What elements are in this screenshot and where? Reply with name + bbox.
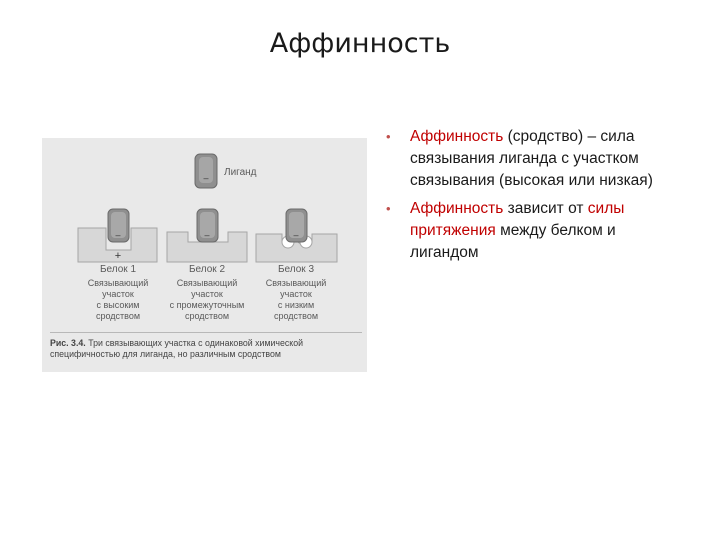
figure-caption xyxy=(50,338,362,360)
protein-2-name: Белок 2 xyxy=(188,264,226,275)
protein-3-group xyxy=(256,209,337,321)
definition-text: (сродство) – сила связывания лиганда с участком связывания (высокая или низкая) xyxy=(410,128,653,189)
term-affinity: Аффинность xyxy=(410,128,504,145)
caption-text: Три связывающих участка с одинаковой химической специфичностью для лиганда, но различным сродством xyxy=(50,338,304,359)
svg-text:–: – xyxy=(293,230,299,240)
svg-text:сродством: сродством xyxy=(184,311,230,321)
svg-text:Связывающий: Связывающий xyxy=(265,278,327,288)
protein-1-name: Белок 1 xyxy=(99,264,137,275)
slide-title: Аффинность xyxy=(269,28,451,59)
protein-1-group xyxy=(78,209,157,321)
protein-1-sign: + xyxy=(114,250,122,262)
bullet-list xyxy=(386,126,686,270)
caption-divider xyxy=(50,332,362,333)
svg-text:–: – xyxy=(204,230,210,240)
protein-2-group xyxy=(167,209,247,321)
bullet-text: зависит от xyxy=(503,200,588,217)
svg-text:–: – xyxy=(115,230,121,240)
bullet-dot-icon: • xyxy=(386,201,391,216)
svg-text:с высоким: с высоким xyxy=(96,300,140,310)
svg-text:с низким: с низким xyxy=(277,300,315,310)
svg-text:с промежуточным: с промежуточным xyxy=(169,300,245,310)
svg-text:–: – xyxy=(203,173,209,183)
svg-text:участок: участок xyxy=(191,289,223,299)
svg-text:Связывающий: Связывающий xyxy=(87,278,149,288)
ligand-label: Лиганд xyxy=(224,167,257,178)
figure-diagram xyxy=(42,138,367,372)
term-attraction-force: силы притяжения xyxy=(410,200,625,239)
caption-number: Рис. 3.4. xyxy=(50,338,86,348)
bullet-dot-icon: • xyxy=(386,129,391,144)
svg-text:сродством: сродством xyxy=(95,311,141,321)
protein-3-name: Белок 3 xyxy=(277,264,315,275)
figure-affinity xyxy=(42,138,367,372)
bullet-text: между белком и лигандом xyxy=(410,222,616,261)
bullet-item xyxy=(386,198,686,264)
bullet-item xyxy=(386,126,686,192)
term-affinity: Аффинность xyxy=(410,200,504,217)
svg-text:участок: участок xyxy=(102,289,134,299)
svg-text:Связывающий: Связывающий xyxy=(176,278,238,288)
svg-text:участок: участок xyxy=(280,289,312,299)
svg-text:сродством: сродством xyxy=(273,311,319,321)
